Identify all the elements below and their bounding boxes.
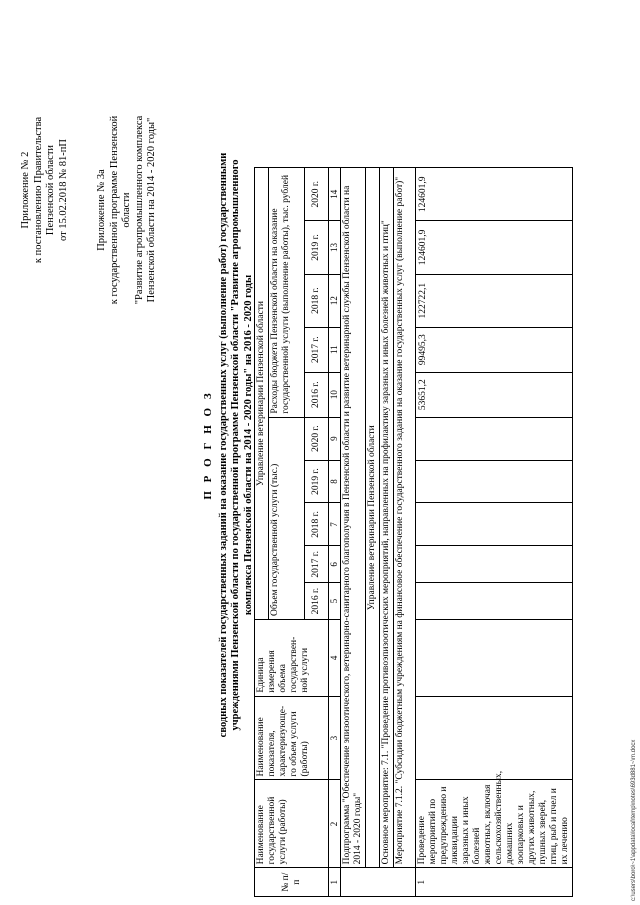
row-number: 1 <box>416 868 573 897</box>
column-number: 1 <box>329 868 341 897</box>
appendix-3a-line: Приложение № 3а <box>96 169 107 251</box>
column-number: 11 <box>329 327 341 372</box>
column-number: 4 <box>329 620 341 697</box>
service-name: Проведение мероприятий по предупреждению и ликвидации заразных и иных болезней животных, включая сельскохозяйственных, домашних зоопарковых и других животных, пушных зверей, птиц, рыб и пчел и их лечению <box>416 780 573 868</box>
appendix-2-line: к постановлению Правительства <box>32 116 44 264</box>
expense-2018: 122722,1 <box>416 274 573 327</box>
column-number: 2 <box>329 780 341 868</box>
heading-line: сводных показателей государственных заданий на оказание государственных услуг (выполнение работ) государственными <box>217 152 229 738</box>
header-unit: Единица измерения объема государствен-ной услуги <box>255 620 329 697</box>
column-number: 6 <box>329 546 341 583</box>
column-number: 13 <box>329 221 341 274</box>
column-number: 10 <box>329 372 341 417</box>
header-year: 2020 г. <box>305 168 329 221</box>
header-year: 2016 г. <box>305 583 329 620</box>
column-number: 8 <box>329 460 341 503</box>
column-number: 12 <box>329 274 341 327</box>
event-row: Мероприятие 7.1.2. "Субсидии бюджетным учреждениям на финансовое обеспечение государственного задания на оказание государственных услуг (выполнение работ)" <box>394 168 416 868</box>
expense-2019: 124601,9 <box>416 221 573 274</box>
header-year: 2017 г. <box>305 546 329 583</box>
header-volume: Объем государственной услуги (тыс.) <box>269 417 305 619</box>
column-number: 3 <box>329 696 341 780</box>
appendix-2-line: Приложение № 2 <box>20 151 31 229</box>
appendix-3a-line: Пензенской области на 2014 - 2020 годы" <box>146 117 157 303</box>
heading-line: комплекса Пензенской области на 2014 - 2020 годы" на 2016 - 2020 годы <box>242 274 254 616</box>
heading-line: учреждениями Пензенской области по государственной программе Пензенской области "Развитие агропромышленного <box>230 159 241 731</box>
department-row: Управление ветеринарии Пензенской области <box>366 168 380 868</box>
header-year: 2017 г. <box>305 327 329 372</box>
document-heading <box>202 25 255 865</box>
expense-2016: 53651,2 <box>416 372 573 417</box>
header-department: Управление ветеринарии Пензенской области <box>255 168 269 620</box>
header-service: Наименование государственной услуги (работы) <box>255 780 329 868</box>
column-number: 5 <box>329 583 341 620</box>
appendix-3a-line: "Развитие агропромышленного комплекса <box>133 115 145 305</box>
header-no: № п/п <box>255 868 329 897</box>
appendix-2-block <box>20 105 70 275</box>
column-number: 7 <box>329 503 341 546</box>
header-year: 2018 г. <box>305 274 329 327</box>
header-year: 2019 г. <box>305 221 329 274</box>
header-expenses: Расходы бюджета Пензенской области на оказание государственной услуги (выполнение работы), тыс. рублей <box>269 168 305 418</box>
column-number: 14 <box>329 168 341 221</box>
appendix-3a-line: к государственной программе Пензенской области <box>108 115 132 305</box>
appendix-2-line: от 15.02.2018 № 81-пП <box>57 138 69 242</box>
heading-title: П Р О Г Н О З <box>202 390 214 500</box>
header-year: 2016 г. <box>305 372 329 417</box>
appendix-2-line: Пензенской области <box>45 144 56 236</box>
expense-2017: 99495,3 <box>416 327 573 372</box>
appendix-3a-block <box>96 105 159 315</box>
file-path: c:\users\boro\~1\appdata\local\temp\notes\693d881~\m.docx <box>631 739 637 901</box>
forecast-table <box>254 8 573 897</box>
main-event-row: Основное мероприятие: 7.1. "Проведение противоэпизоотических мероприятий, направленных на профилактику заразных и иных болезней животных и птиц" <box>380 168 394 868</box>
expense-2020: 124601,9 <box>416 168 573 221</box>
header-year: 2018 г. <box>305 503 329 546</box>
subprogram-row: Подпрограмма "Обеспечение эпизоотического, ветеринарно-санитарного благополучия в Пензенской области и развитие ветеринарной службы Пензенской области на 2014 - 2020 годы" <box>341 168 366 868</box>
header-indicator: Наименование показателя, характеризующе-го объем услуги (работы) <box>255 696 329 780</box>
header-year: 2019 г. <box>305 460 329 503</box>
column-number: 9 <box>329 417 341 460</box>
header-year: 2020 г. <box>305 417 329 460</box>
